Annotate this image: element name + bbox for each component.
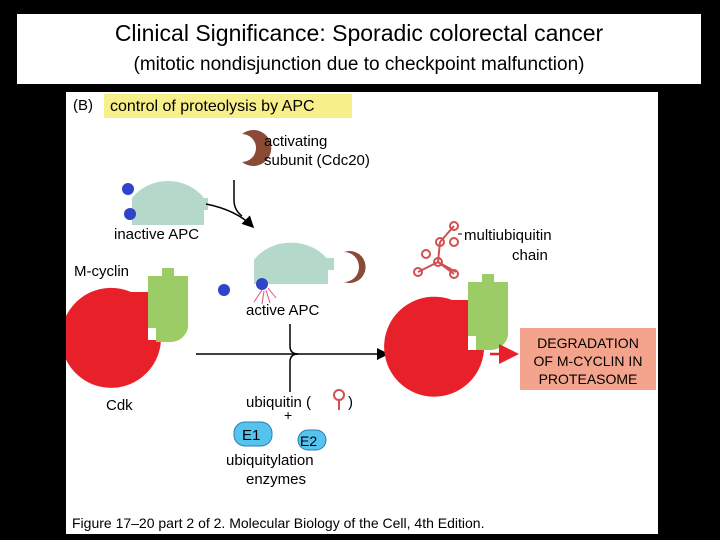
inactive-apc-phosphate-2 bbox=[124, 208, 136, 220]
multiubiquitin-label-1: multiubiquitin bbox=[464, 227, 552, 244]
figure-caption: Figure 17–20 part 2 of 2. Molecular Biology of the Cell, 4th Edition. bbox=[72, 515, 485, 531]
apc-proteolysis-diagram bbox=[66, 92, 658, 534]
slide-subtitle: (mitotic nondisjunction due to checkpoint malfunction) bbox=[133, 54, 585, 75]
e2-label: E2 bbox=[300, 433, 318, 449]
active-apc bbox=[254, 243, 328, 284]
m-cyclin-label: M-cyclin bbox=[74, 263, 129, 280]
inactive-apc-phosphate-1 bbox=[122, 183, 134, 195]
figure-panel bbox=[66, 92, 658, 534]
degradation-line-3: PROTEASOME bbox=[538, 371, 638, 387]
ubiquitin-label-prefix: ubiquitin ( bbox=[246, 394, 312, 411]
activation-arrow bbox=[234, 180, 242, 216]
multiubiquitin-label-2: chain bbox=[512, 247, 548, 264]
panel-title: control of proteolysis by APC bbox=[110, 98, 315, 115]
activating-label-1: activating bbox=[264, 133, 328, 150]
ubiquitin-symbol bbox=[334, 390, 344, 400]
enzymes-label-2: enzymes bbox=[246, 471, 307, 488]
activation-arrow-main bbox=[206, 204, 252, 226]
activating-label-2: subunit (Cdc20) bbox=[264, 152, 370, 169]
free-phosphate bbox=[218, 284, 230, 296]
active-apc-notch bbox=[324, 258, 334, 270]
slide-title-box bbox=[17, 14, 701, 84]
enzymes-label-1: ubiquitylation bbox=[226, 452, 314, 469]
plus-label: + bbox=[284, 407, 293, 423]
cdk-left bbox=[66, 288, 161, 388]
ubiquitin-input-arrow bbox=[290, 354, 298, 392]
active-apc-phosphate bbox=[256, 278, 268, 290]
cdk-label: Cdk bbox=[106, 397, 133, 414]
active-apc-cdc20 bbox=[344, 251, 366, 283]
m-cyclin-left bbox=[148, 268, 188, 342]
degradation-line-1: DEGRADATION bbox=[537, 335, 639, 351]
active-apc-label: active APC bbox=[246, 302, 320, 319]
ubiquitin-label-suffix: ) bbox=[348, 394, 353, 411]
multiubiquitin-chain bbox=[414, 222, 458, 278]
inactive-apc-label: inactive APC bbox=[114, 226, 200, 243]
slide-title: Clinical Significance: Sporadic colorectal cancer bbox=[114, 20, 604, 46]
e1-label: E1 bbox=[242, 427, 261, 444]
panel-letter: (B) bbox=[73, 97, 93, 114]
m-cyclin-right bbox=[468, 274, 508, 350]
degradation-line-2: OF M-CYCLIN IN bbox=[533, 353, 643, 369]
apc-input-arrow bbox=[290, 324, 298, 354]
inactive-apc bbox=[132, 181, 204, 225]
